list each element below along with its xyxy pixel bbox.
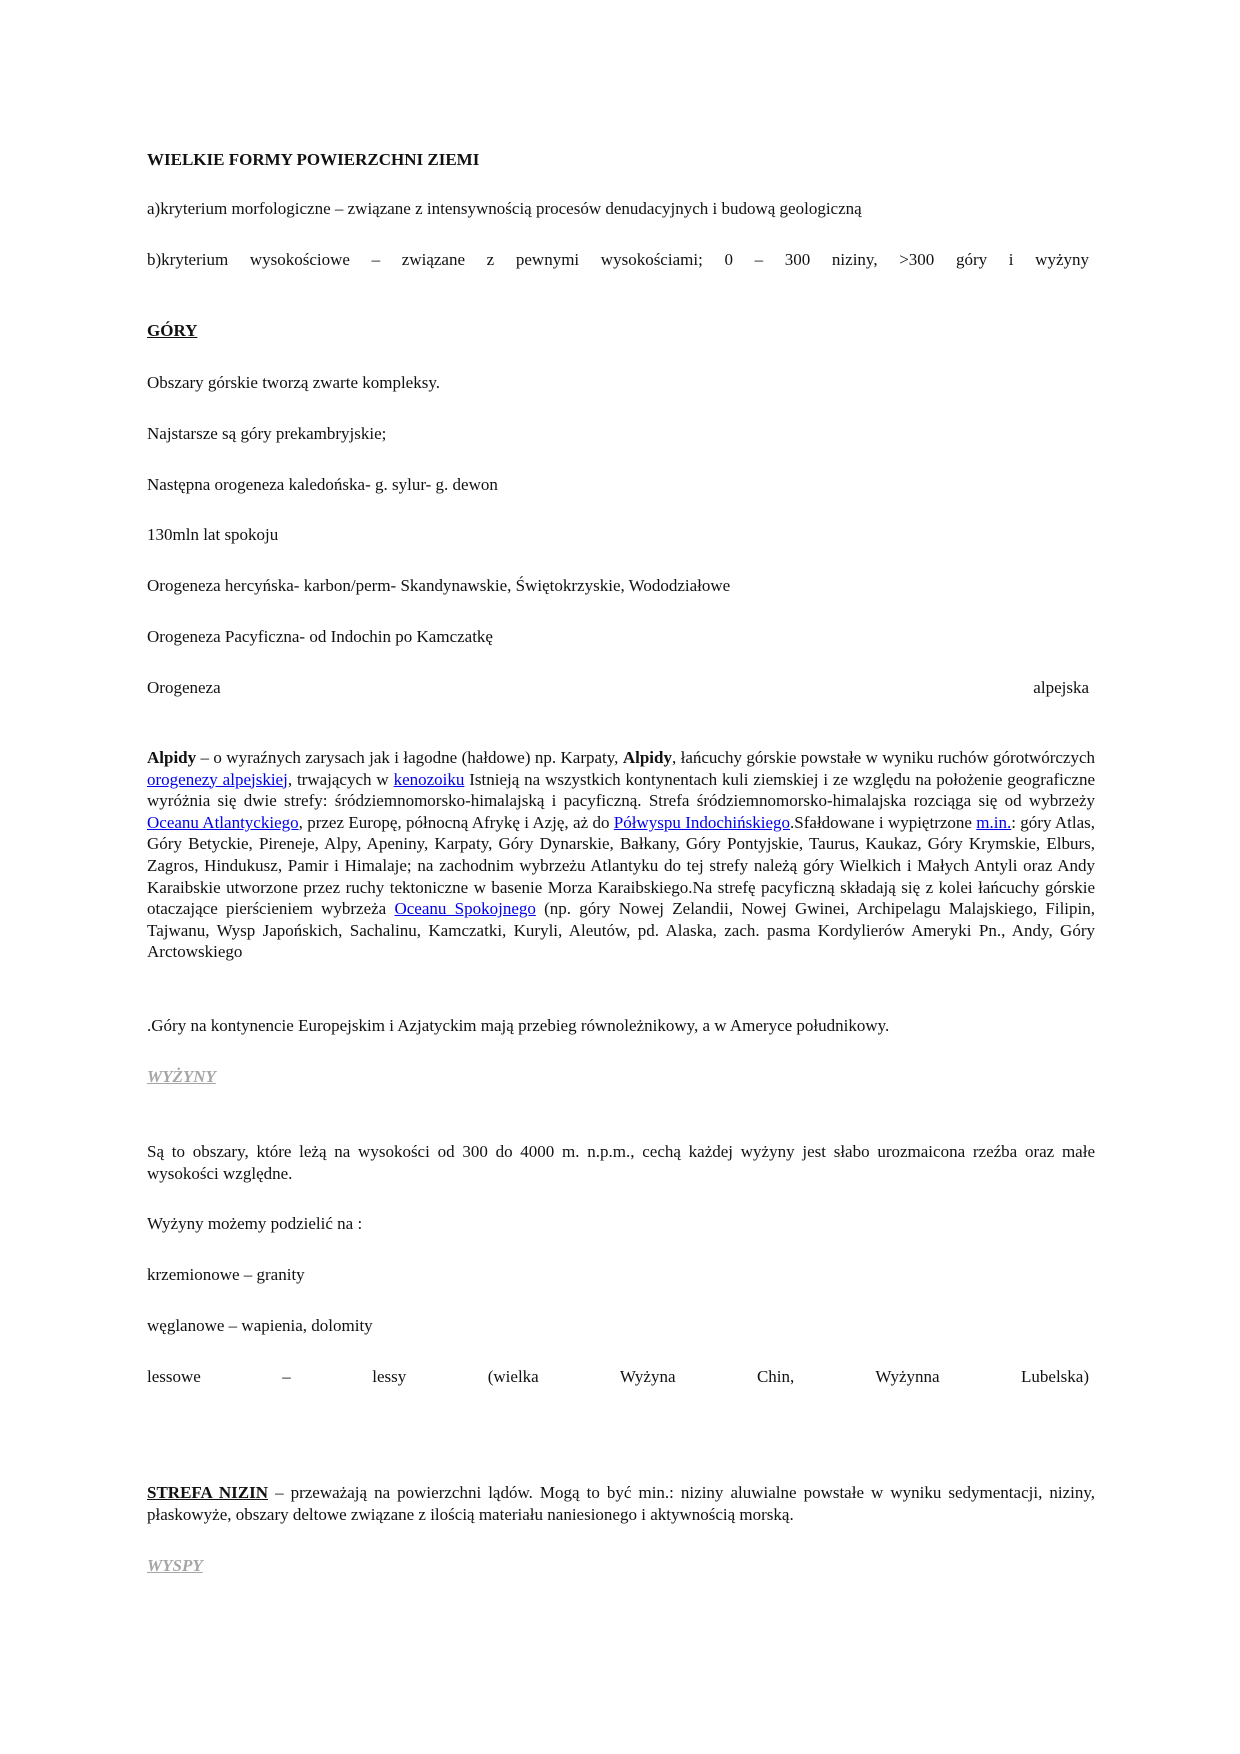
gory-line-2: Najstarsze są góry prekambryjskie; bbox=[147, 424, 387, 443]
wyzyny-description: Są to obszary, które leżą na wysokości od 300 do 4000 m. n.p.m., cechą każdej wyżyny jest słabo urozmaicona rzeźba oraz małe wysokości względne. bbox=[147, 1142, 1095, 1183]
section-heading-wyspy: WYSPY bbox=[147, 1556, 203, 1575]
niziny-paragraph bbox=[147, 1482, 1095, 1525]
alpidy-text-8: (np. góry Nowej Zelandii, Nowej Gwinei, Archipelagu Malajskiego, Filipin, Tajwanu, Wysp Japońskich, Sachalinu, Kamczatki, Kuryli, Aleutów, pd. Alaska, zach. pasma Kordylierów Ameryki Pn., Andy, Góry Arctowskiego bbox=[147, 899, 1095, 962]
gory-line-4: 130mln lat spokoju bbox=[147, 525, 279, 544]
wyzyny-type-3: lessowe – lessy (wielka Wyżyna Chin, Wyżynna Lubelska) bbox=[147, 1367, 1089, 1386]
alpidy-text-2: , łańcuchy górskie powstałe w wyniku ruchów górotwórczych bbox=[671, 748, 1095, 767]
alpine-right-word: alpejska bbox=[1033, 678, 1089, 697]
section-heading-wyzyny: WYŻYNY bbox=[147, 1067, 216, 1086]
criteria-a: a)kryterium morfologiczne – związane z intensywnością procesów denudacyjnych i budową geologiczną bbox=[147, 199, 862, 218]
wyzyny-type-1: krzemionowe – granity bbox=[147, 1265, 305, 1284]
gory-line-3: Następna orogeneza kaledońska- g. sylur- g. dewon bbox=[147, 475, 498, 494]
niziny-text: – przeważają na powierzchni lądów. Mogą to być min.: niziny aluwialne powstałe w wyniku sedymentacji, niziny, płaskowyże, obszary deltowe związane z ilością materiału naniesionego i aktywnością morską. bbox=[147, 1483, 1095, 1524]
section-heading-gory: GÓRY bbox=[147, 321, 198, 340]
section-heading-niziny: STREFA NIZIN bbox=[147, 1483, 269, 1502]
gory-line-6: Orogeneza Pacyficzna- od Indochin po Kamczatkę bbox=[147, 627, 493, 646]
criteria-b: b)kryterium wysokościowe – związane z pewnymi wysokościami; 0 – 300 niziny, >300 góry i wyżyny bbox=[147, 250, 1089, 269]
link-polwyspu-indochinskiego[interactable]: Półwyspu Indochińskiego bbox=[613, 812, 791, 832]
alpidy-bold-1: Alpidy bbox=[147, 748, 197, 767]
alpidy-text-3: , trwających w bbox=[287, 769, 394, 789]
gory-note: .Góry na kontynencie Europejskim i Azjatyckim mają przebieg równoleżnikowy, a w Ameryce południkowy. bbox=[147, 1016, 890, 1035]
alpidy-paragraph bbox=[147, 747, 1095, 963]
wyzyny-type-2: węglanowe – wapienia, dolomity bbox=[147, 1316, 373, 1335]
document-title: WIELKIE FORMY POWIERZCHNI ZIEMI bbox=[147, 150, 480, 169]
link-oceanu-atlantyckiego[interactable]: Oceanu Atlantyckiego bbox=[147, 812, 299, 832]
alpidy-text-4: Istnieją na wszystkich kontynentach kuli ziemskiej i ze względu na położenie geograficzne wyróżnia się dwie strefy: śródziemnomorsko-himalajską i pacyficzną. Strefa śródziemnomorsko-himalajska rozciąga się od wybrzeży bbox=[147, 769, 1096, 811]
gory-line-1: Obszary górskie tworzą zwarte kompleksy. bbox=[147, 373, 440, 392]
alpine-left-word: Orogeneza bbox=[147, 678, 221, 697]
wyzyny-division: Wyżyny możemy podzielić na : bbox=[147, 1214, 363, 1233]
alpidy-text-7: : góry Atlas, Góry Betyckie, Pireneje, Alpy, Apeniny, Karpaty, Góry Dynarskie, Bałkany, Góry Pontyjskie, Taurus, Kaukaz, Góry Krymskie, Elburs, Zagros, Hindukusz, Pamir i Himalaje; na zachodnim wybrzeżu Atlantyku do tej strefy należą góry Wielkich i Małych Antyli oraz Andy Karaibskie utworzone przez ruchy tektoniczne w basenie Morza Karaibskiego.Na strefę pacyficzną składają się z kolei łańcuchy górskie otaczające pierścieniem wybrzeża bbox=[147, 812, 1096, 919]
gory-line-5: Orogeneza hercyńska- karbon/perm- Skandynawskie, Świętokrzyskie, Wododziałowe bbox=[147, 576, 731, 595]
alpidy-bold-2: Alpidy bbox=[622, 748, 672, 767]
link-orogenezy-alpejskiej[interactable]: orogenezy alpejskiej bbox=[147, 769, 288, 789]
alpidy-text-6: .Sfałdowane i wypiętrzone bbox=[790, 812, 977, 832]
alpidy-text-5: , przez Europę, północną Afrykę i Azję, aż do bbox=[298, 812, 614, 832]
link-kenozoiku[interactable]: kenozoiku bbox=[393, 769, 465, 789]
link-oceanu-spokojnego[interactable]: Oceanu Spokojnego bbox=[394, 899, 536, 919]
alpidy-text-1: – o wyraźnych zarysach jak i łagodne (hałdowe) np. Karpaty, bbox=[196, 748, 623, 767]
link-m-in[interactable]: m.in. bbox=[976, 812, 1012, 832]
alpine-orogeny-line bbox=[147, 677, 1089, 698]
